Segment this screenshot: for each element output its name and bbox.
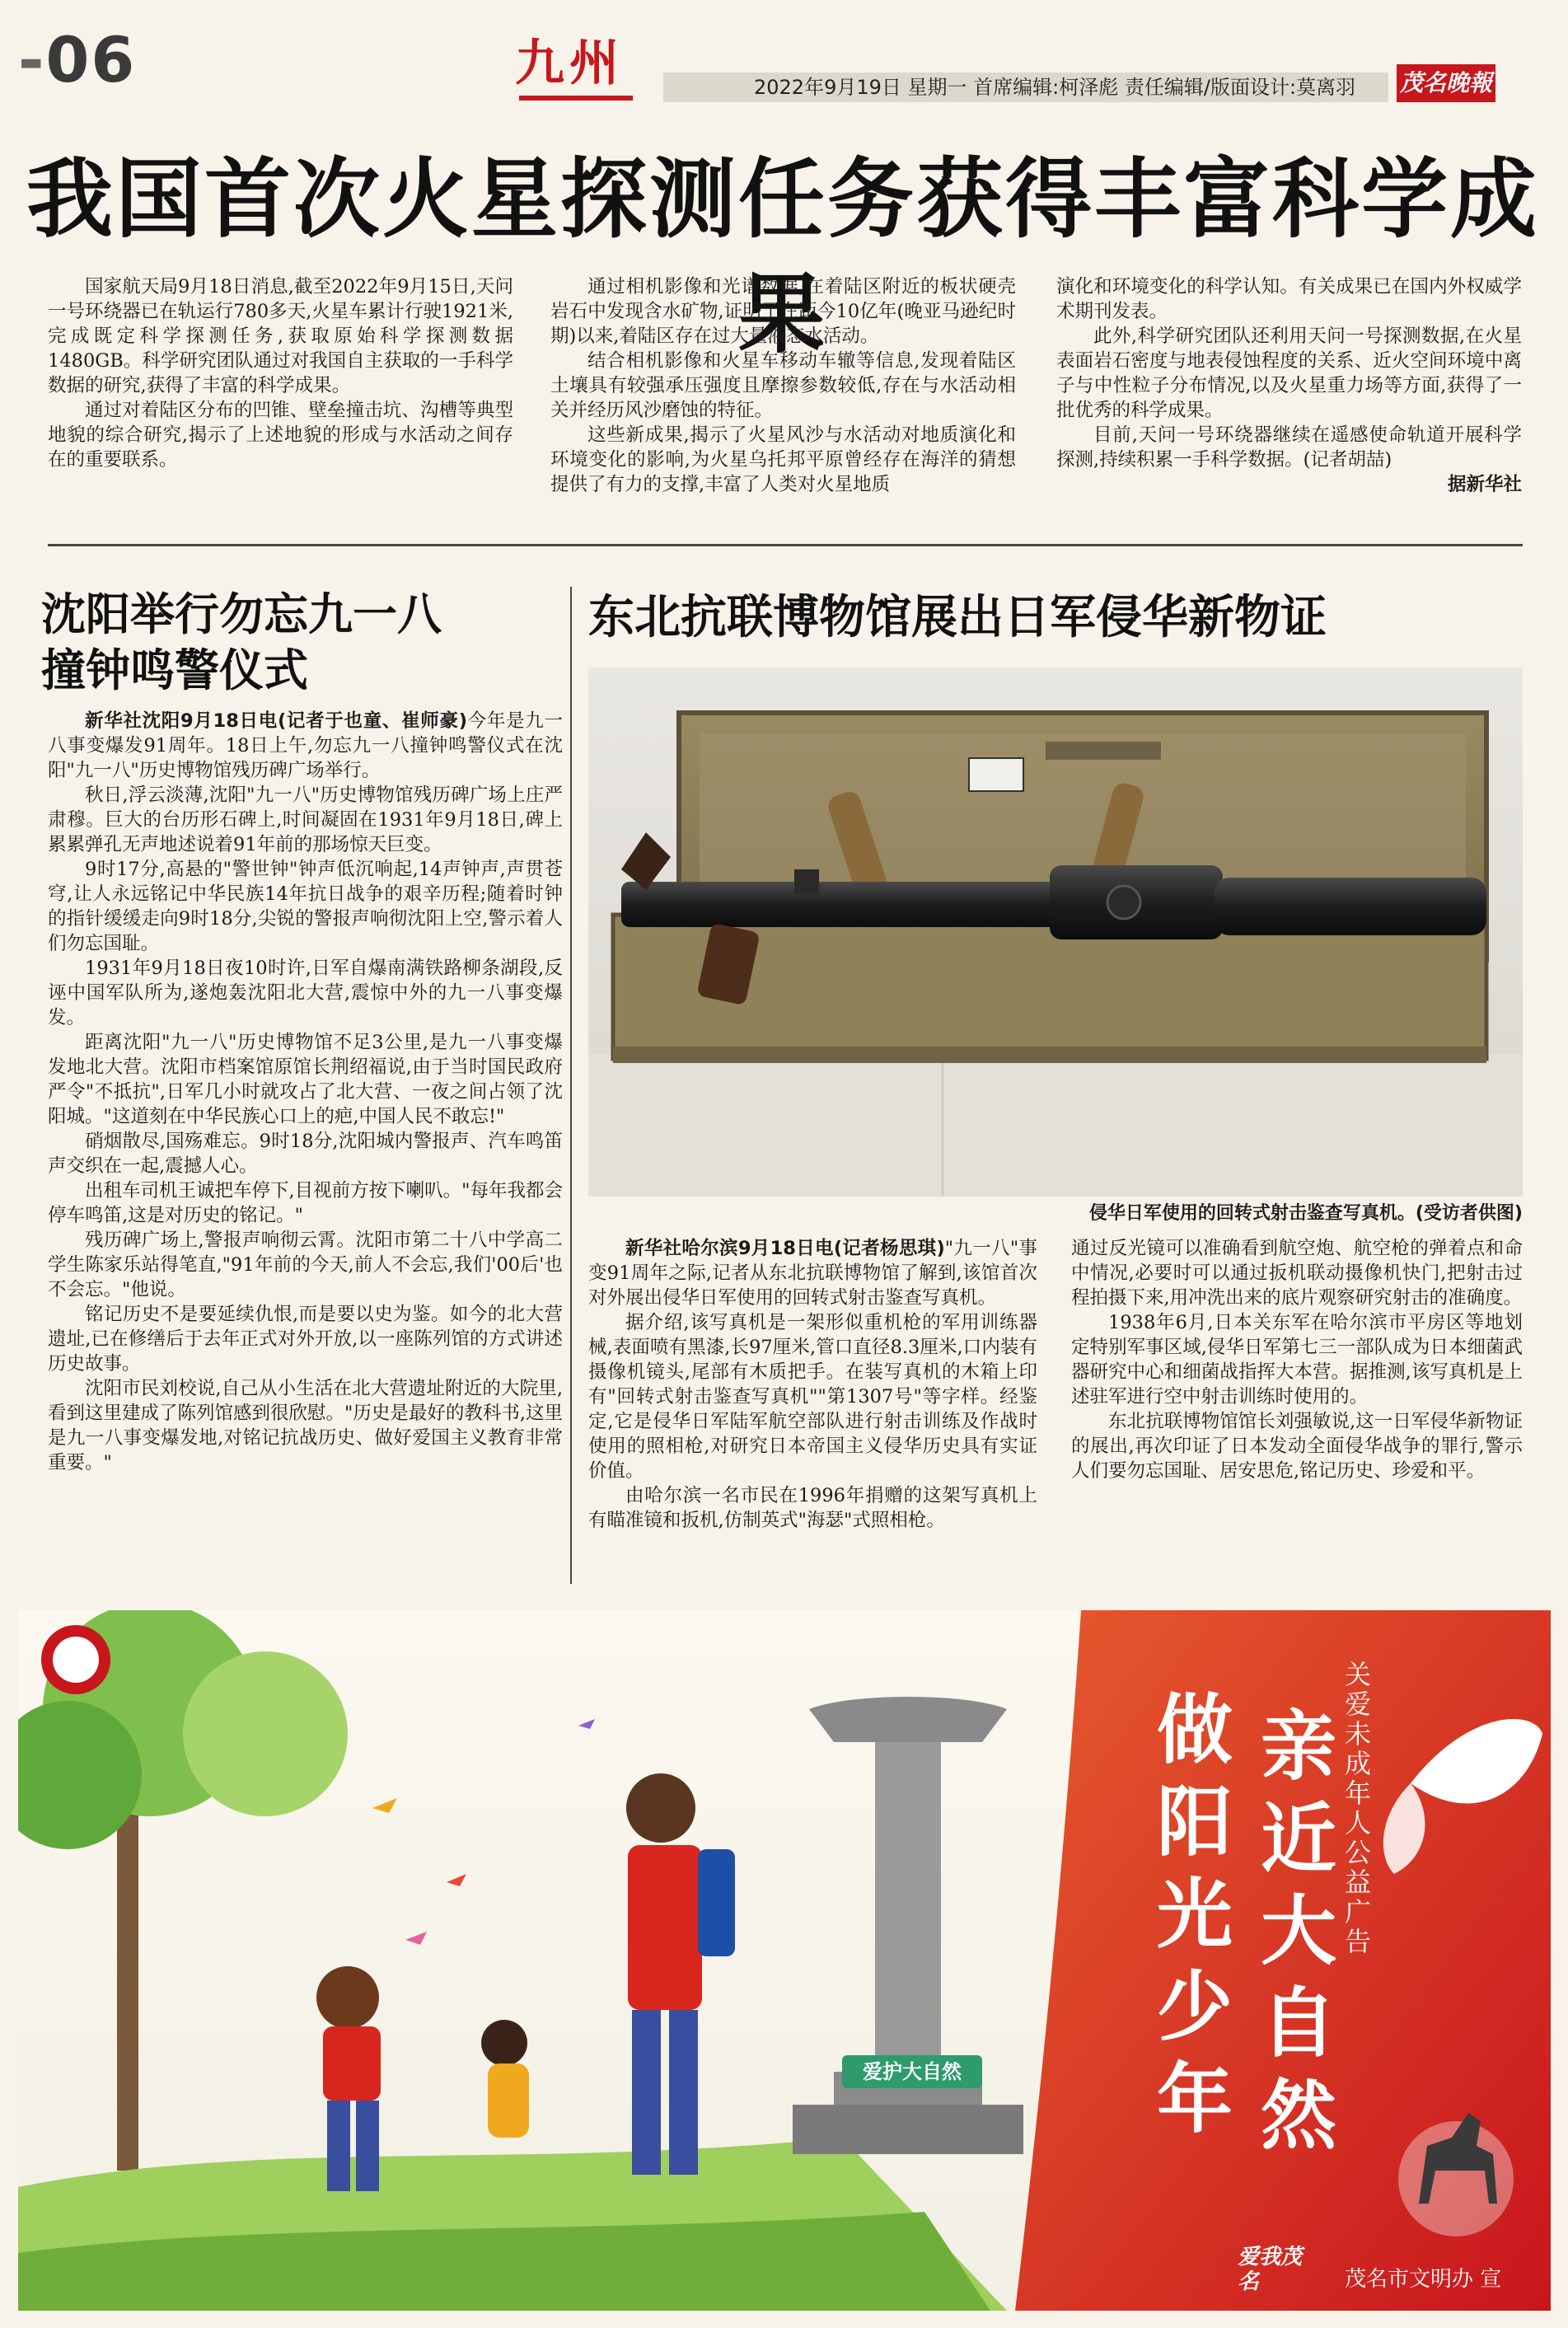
ad-subtitle: 关爱未成年人公益广告 [1345,1659,1372,1957]
paragraph: 9时17分,高悬的"警世钟"钟声低沉响起,14声钟声,声贯苍穹,让人永远铭记中华民族14年抗日战争的艰辛历程;随着时钟的指针缓缓走向9时18分,尖锐的警报声响彻沈阳上空,警示着人们勿忘国耻。 [48,859,563,954]
paragraph: 距离沈阳"九一八"历史博物馆不足3公里,是九一八事变爆发地北大营。沈阳市档案馆原馆长荆绍福说,由于当时国民政府严令"不抵抗",日军几小时就攻占了北大营、一夜之间占领了沈阳城。"这道刻在中华民族心口上的疤,中国人民不敢忘!" [48,1032,563,1127]
paragraph: 东北抗联博物馆馆长刘强敏说,这一日军侵华新物证的展出,再次印证了日本发动全面侵华战争的罪行,警示人们要勿忘国耻、居安思危,铭记历史、珍爱和平。 [1071,1411,1523,1482]
lead-column-2 [550,274,1016,497]
paragraph: 演化和环境变化的科学认知。有关成果已在国内外权威学术期刊发表。 [1056,276,1522,322]
left-story-title: 沈阳举行勿忘九一八 撞钟鸣警仪式 [41,588,442,696]
ad-slogan-right: 亲近大自然 [1261,1703,1337,2160]
artifact-photo [588,667,1523,1197]
section-underline [519,96,633,101]
paragraph: 此外,科学研究团队还利用天问一号探测数据,在火星表面岩石密度与地表侵蚀程度的关系、近火空间环境中离子与中性粒子分布情况,以及火星重力场等方面,获得了一批优秀的科学成果。 [1056,326,1522,421]
paragraph: 目前,天问一号环绕器继续在遥感使命轨道开展科学探测,持续积累一手科学数据。(记者胡喆) [1056,424,1522,471]
paragraph: 结合相机影像和火星车移动车辙等信息,发现着陆区土壤具有较强承压强度且摩擦参数较低,存在与水活动相关并经历风沙磨蚀的特征。 [550,350,1016,421]
ad-brand: 爱我茂名 [1238,2245,1303,2294]
ad-slogan-left: 做阳光少年 [1157,1686,1233,2143]
source-credit: 据新华社 [1447,474,1522,495]
paragraph: 残历碑广场上,警报声响彻云霄。沈阳市第二十八中学高二学生陈家乐站得笔直,"91年前的今天,前人不会忘,我们'00后'也不会忘。"他说。 [48,1230,563,1300]
paragraph: 硝烟散尽,国殇难忘。9时18分,沈阳城内警报声、汽车鸣笛声交织在一起,震撼人心。 [48,1131,563,1177]
right-story-column-2 [1071,1236,1523,1483]
paragraph: 1938年6月,日本关东军在哈尔滨市平房区等地划定特别军事区域,侵华日军第七三一部队成为日本细菌武器研究中心和细菌战指挥大本营。据推测,该写真机是上述驻军进行空中射击训练时使用的。 [1071,1312,1523,1408]
ad-organizer: 茂名市文明办 宣 [1345,2267,1502,2292]
byline: 新华社沈阳9月18日电(记者于也童、崔师豪) [85,710,467,732]
right-story-column-1: 新华社哈尔滨9月18日电(记者杨思琪)"九一八"事变91周年之际,记者从东北抗联博物馆了解到,该馆首次对外展出侵华日军使用的回转式射击鉴查写真机。 据介绍,该写真机是一架形似重机枪的军用训练器械,表面喷有黑漆,长97厘米,管口直径8.3厘米,口内装有摄像机镜头,尾部有木质把手。在装写真机的木箱上印有"回转式射击鉴查写真机""第1307号"等字样。经鉴定,它是侵华日军陆军航空部队进行射击训练及作战时使用的照相枪,对研究日本帝国主义侵华历史具有实证价值。 由哈尔滨一名市民在1996年捐赠的这架写真机上有瞄准镜和扳机,仿制英式"海瑟"式照相枪。 [588,1238,1037,1531]
paragraph: 铭记历史不是要延续仇恨,而是要以史为鉴。如今的北大营遗址,已在修缮后于去年正式对外开放,以一座陈列馆的方式讲述历史故事。 [48,1304,563,1375]
paragraph: 据介绍,该写真机是一架形似重机枪的军用训练器械,表面喷有黑漆,长97厘米,管口直径8.3厘米,口内装有摄像机镜头,尾部有木质把手。在装写真机的木箱上印有"回转式射击鉴查写真机""第1307号"等字样。经鉴定,它是侵华日军陆军航空部队进行射击训练及作战时使用的照相枪,对研究日本帝国主义侵华历史具有实证价值。 [588,1312,1037,1482]
paragraph: 沈阳市民刘校说,自己从小生活在北大营遗址附近的大院里,看到这里建成了陈列馆感到很欣慰。"历史是最好的教科书,这里是九一八事变爆发地,对铭记抗战历史、做好爱国主义教育非常重要。" [48,1378,564,1473]
paragraph: 由哈尔滨一名市民在1996年捐赠的这架写真机上有瞄准镜和扳机,仿制英式"海瑟"式照相枪。 [588,1485,1037,1531]
lead-column-1 [48,274,513,472]
horizontal-divider [48,544,1523,546]
paragraph: 国家航天局9月18日消息,截至2022年9月15日,天问一号环绕器已在轨运行780多天,火星车累计行驶1921米,完成既定科学探测任务,获取原始科学探测数据1480GB。科学研究团队通过对我国自主获取的一手科学数据的研究,获得了丰富的科学成果。 [48,276,513,396]
vertical-divider [570,587,572,1584]
public-service-ad [18,1610,1551,2311]
paragraph: 通过相机影像和光谱数据,在着陆区附近的板状硬壳岩石中发现含水矿物,证明了在距今10亿年(晚亚马逊纪时期)以来,着陆区存在过大量液态水活动。 [550,276,1016,347]
paragraph: 通过反光镜可以准确看到航空炮、航空枪的弹着点和命中情况,必要时可以通过扳机联动摄像机快门,把射击过程拍摄下来,用冲洗出来的底片观察研究射击的准确度。 [1071,1238,1523,1309]
section-name: 九州 [515,35,624,92]
lead-column-3 [1056,274,1522,497]
page-number: -06 [18,23,137,96]
lead-headline: 我国首次火星探测任务获得丰富科学成果 [26,149,1539,365]
issue-meta: 2022年9月19日 星期一 首席编辑:柯泽彪 责任编辑/版面设计:莫离羽 [754,76,1356,99]
paragraph: 1931年9月18日夜10时许,日军自爆南满铁路柳条湖段,反诬中国军队所为,遂炮轰沈阳北大营,震惊中外的九一八事变爆发。 [48,958,563,1028]
paragraph: 这些新成果,揭示了火星风沙与水活动对地质演化和环境变化的影响,为火星乌托邦平原曾经存在海洋的猜想提供了有力的支撑,丰富了人类对火星地质 [550,424,1016,495]
byline: 新华社哈尔滨9月18日电(记者杨思琪) [625,1238,945,1259]
right-story-title: 东北抗联博物馆展出日军侵华新物证 [588,591,1327,644]
paragraph: 秋日,浮云淡薄,沈阳"九一八"历史博物馆残历碑广场上庄严肃穆。巨大的台历形石碑上,时间凝固在1931年9月18日,碑上累累弹孔无声地述说着91年前的那场惊天巨变。 [48,785,563,855]
photo-caption: 侵华日军使用的回转式射击鉴查写真机。(受访者供图) [1088,1203,1523,1224]
newspaper-logo: 茂名晚報 [1397,64,1495,102]
monument-sign: 爱护大自然 [863,2060,962,2083]
paragraph: 通过对着陆区分布的凹锥、壁垒撞击坑、沟槽等典型地貌的综合研究,揭示了上述地貌的形成与水活动之间存在的重要联系。 [48,400,513,471]
paragraph: 出租车司机王诚把车停下,目视前方按下喇叭。"每年我都会停车鸣笛,这是对历史的铭记。" [48,1180,564,1226]
left-story-body: 新华社沈阳9月18日电(记者于也童、崔师豪)今年是九一八事变爆发91周年。18日上午,勿忘九一八撞钟鸣警仪式在沈阳"九一八"历史博物馆残历碑广场举行。 秋日,浮云淡薄,沈阳"九一八"历史博物馆残历碑广场上庄严肃穆。巨大的台历形石碑上,时间凝固在1931年9月18日,碑上累累弹孔无声地述说着91年前的那场惊天巨变。 9时17分,高悬的"警世钟"钟声低沉响起,14声钟声,声贯苍穹,让人永远铭记中华民族14年抗日战争的艰辛历程;随着时钟的指针缓缓走向9时18分,尖锐的警报声响彻沈阳上空,警示着人们勿忘国耻。 1931年9月18日夜10时许,日军自爆南满铁路柳条湖段,反诬中国军队所为,遂炮轰沈阳北大营,震惊中外的九一八事变爆发。 距离沈阳"九一八"历史博物馆不足3公里,是九一八事变爆发地北大营。沈阳市档案馆原馆长荆绍福说,由于当时国民政府严令"不抵抗",日军几小时就攻占了北大营、一夜之间占领了沈阳城。"这道刻在中华民族心口上的疤,中国人民不敢忘!" 硝烟散尽,国殇难忘。9时18分,沈阳城内警报声、汽车鸣笛声交织在一起,震撼人心。 出租车司机王诚把车停下,目视前方按下喇叭。"每年我都会停车鸣笛,这是对历史的铭记。" 残历碑广场上,警报声响彻云霄。沈阳市第二十八中学高二学生陈家乐站得笔直,"91年前的今天,前人不会忘,我们'00后'也不会忘。"他说。 铭记历史不是要延续仇恨,而是要以史为鉴。如今的北大营遗址,已在修缮后于去年正式对外开放,以一座陈列馆的方式讲述历史故事。 沈阳市民刘校说,自己从小生活在北大营遗址附近的大院里,看到这里建成了陈列馆感到很欣慰。"历史是最好的教科书,这里是九一八事变爆发地,对铭记抗战历史、做好爱国主义教育非常重要。" [48,710,564,1473]
